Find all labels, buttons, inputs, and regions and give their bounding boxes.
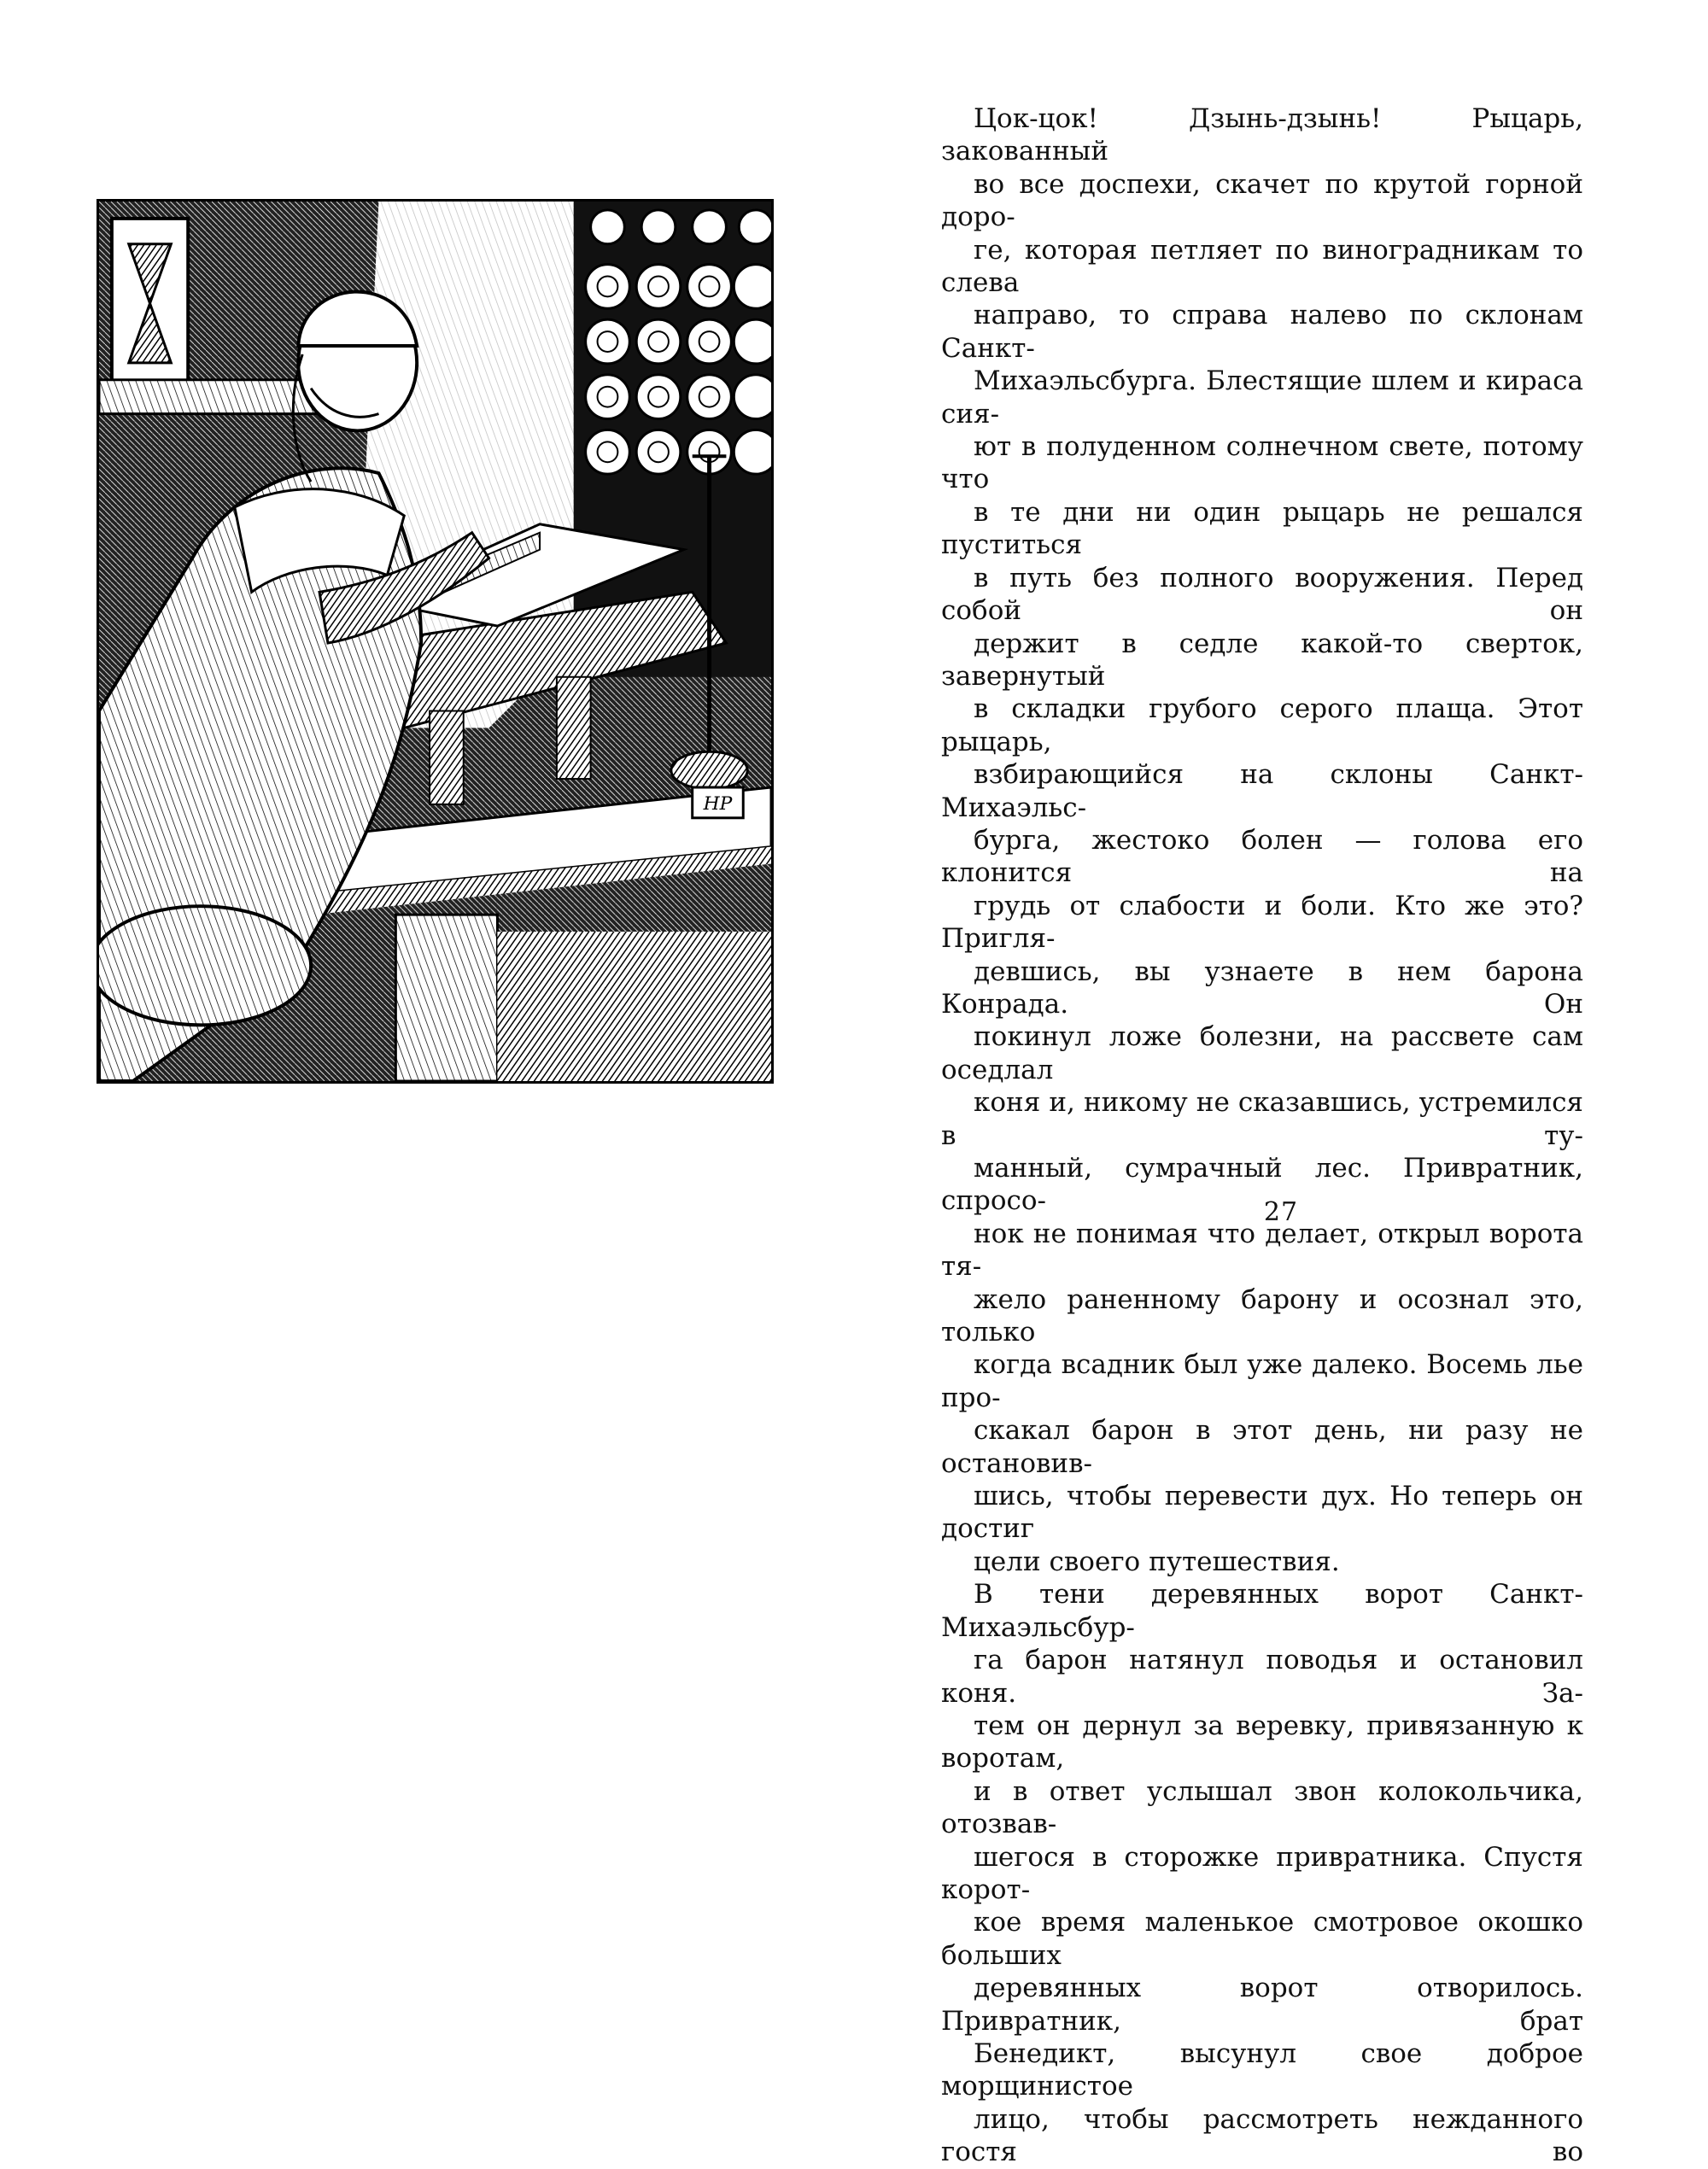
text-line: направо, то справа налево по склонам Санкт- [941,300,1583,364]
left-page [0,0,854,1310]
monogram-text: HP [703,792,733,815]
text-line: и в ответ услышал звон колокольчика, отозвав- [941,1775,1583,1840]
right-page [854,0,1708,2168]
text-line: кое время маленькое смотровое окошко больших [941,1907,1583,1971]
text-line: жело раненному барону и осознал это, только [941,1283,1583,1348]
text-line: ют в полуденном солнечном свете, потому что [941,431,1583,495]
text-line: держит в седле какой-то сверток, завернутый [941,628,1583,692]
engraving-image [99,202,771,1081]
body-text [941,102,1583,2169]
text-line: грудь от слабости и боли. Кто же это? Пригля- [941,890,1583,955]
text-line: в путь без полного вооружения. Перед собой он [941,562,1583,627]
text-line: Михаэльсбурга. Блестящие шлем и кираса сия- [941,365,1583,430]
text-line: нок не понимая что делает, открыл ворота тя- [941,1218,1583,1283]
text-line: шегося в сторожке привратника. Спустя корот- [941,1841,1583,1905]
text-line: взбирающийся на склоны Санкт-Михаэльс- [941,759,1583,823]
text-line: манный, сумрачный лес. Привратник, спросо- [941,1153,1583,1217]
text-line: Цок-цок! Дзынь-дзынь! Рыцарь, закованный [941,103,1583,167]
paragraph-2 [941,1578,1583,2168]
page-number: 27 [1263,1197,1299,1227]
text-line: бурга, жестоко болен — голова его клонится на [941,824,1583,889]
text-line: лицо, чтобы рассмотреть нежданного гостя во [941,2103,1583,2168]
text-line: га барон натянул поводья и остановил коня. За- [941,1645,1583,1709]
text-line: в складки грубого серого плаща. Этот рыцарь, [941,693,1583,757]
text-line: скакал барон в этот день, ни разу не остановив- [941,1415,1583,1479]
text-line: шись, чтобы перевести дух. Но теперь он достиг [941,1481,1583,1545]
text-line: ге, которая петляет по виноградникам то слева [941,234,1583,299]
text-line: коня и, никому не сказавшись, устремился в ту- [941,1087,1583,1151]
text-line: в те дни ни один рыцарь не решался пуститься [941,496,1583,561]
text-line: когда всадник был уже далеко. Восемь лье про- [941,1349,1583,1413]
illustration-monk-reading [97,199,774,1084]
text-line: деревянных ворот отворилось. Привратник, брат [941,1973,1583,2037]
text-line: покинул ложе болезни, на рассвете сам оседлал [941,1021,1583,1085]
text-line: во все доспехи, скачет по крутой горной доро- [941,168,1583,233]
text-line: цели своего путешествия. [974,1546,1340,1577]
text-line: В тени деревянных ворот Санкт-Михаэльсбур- [941,1579,1583,1643]
paragraph-1 [941,102,1583,1578]
text-line: девшись, вы узнаете в нем барона Конрада. Он [941,956,1583,1020]
text-line: Бенедикт, высунул свое доброе морщинистое [941,2037,1583,2102]
text-line: тем он дернул за веревку, привязанную к воротам, [941,1710,1583,1774]
